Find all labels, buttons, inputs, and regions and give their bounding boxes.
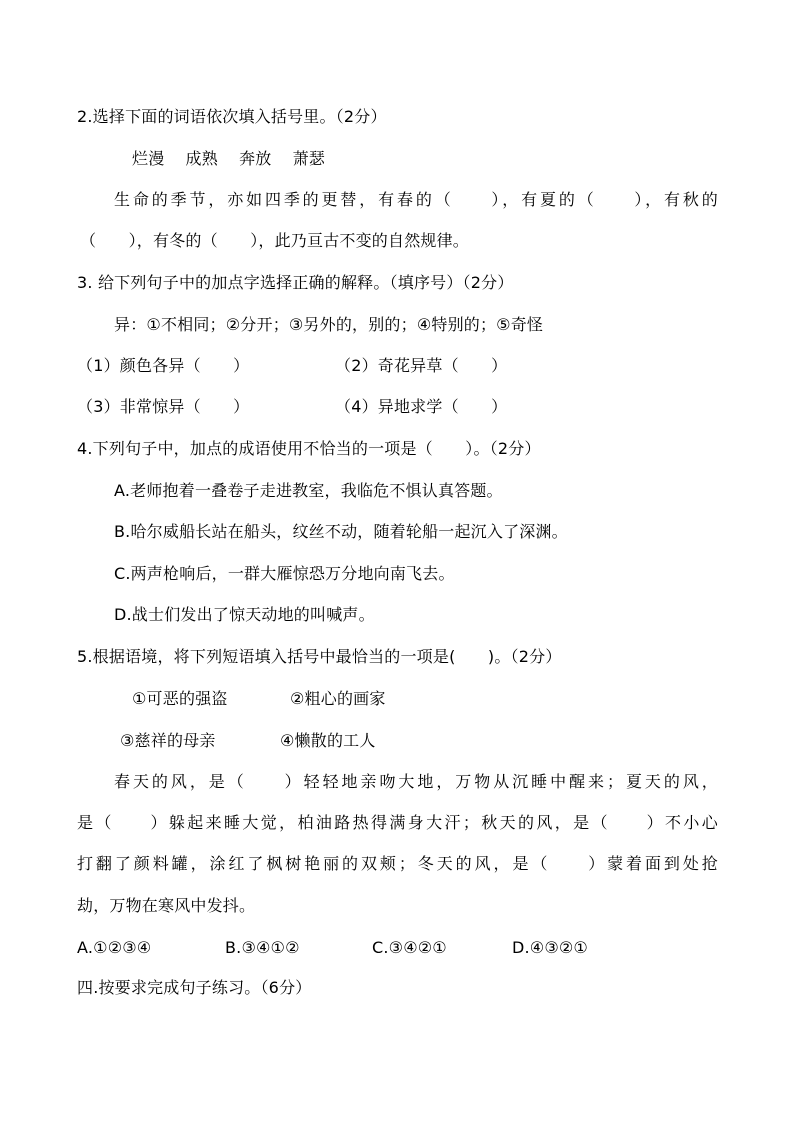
q5-paragraph-line-2: 是（ ）躲起来睡大觉，柏油路热得满身大汗；秋天的风，是（ ）不小心 — [77, 813, 718, 832]
q5-answer-d: D.④③②① — [512, 938, 588, 957]
q5-answer-c: C.③④②① — [372, 938, 447, 957]
q5-answer-a: A.①②③④ — [77, 938, 152, 957]
q4-title: 4.下列句子中，加点的成语使用不恰当的一项是（ ）。（2分） — [77, 439, 541, 458]
q5-paragraph-line-1: 春天的风，是（ ）轻轻地亲吻大地，万物从沉睡中醒来；夏天的风， — [114, 772, 718, 791]
q2-word-list: 烂漫 成熟 奔放 萧瑟 — [132, 149, 326, 168]
q3-item-1: （1）颜色各异（ ） — [77, 356, 250, 375]
q4-option-c: C.两声枪响后，一群大雁惊恐万分地向南飞去。 — [114, 564, 455, 583]
q3-title: 3. 给下列句子中的加点字选择正确的解释。（填序号）（2分） — [77, 273, 514, 292]
q3-item-2: （2）奇花异草（ ） — [335, 356, 508, 375]
section-4-title: 四.按要求完成句子练习。（6分） — [77, 978, 312, 997]
q5-phrase-2: ②粗心的画家 — [290, 689, 386, 708]
q5-paragraph-line-3: 打翻了颜料罐，涂红了枫树艳丽的双颊；冬天的风，是（ ）蒙着面到处抢 — [77, 854, 718, 873]
q5-phrase-3: ③慈祥的母亲 — [120, 731, 216, 750]
q4-option-d: D.战士们发出了惊天动地的叫喊声。 — [114, 605, 375, 624]
q4-option-b: B.哈尔威船长站在船头，纹丝不动，随着轮船一起沉入了深渊。 — [114, 522, 568, 541]
q3-definitions: 异：①不相同；②分开；③另外的，别的；④特别的；⑤奇怪 — [114, 315, 544, 334]
q3-item-3: （3）非常惊异（ ） — [77, 397, 250, 416]
q5-title: 5.根据语境，将下列短语填入括号中最恰当的一项是( )。（2分） — [77, 647, 562, 666]
q5-phrase-1: ①可恶的强盗 — [132, 689, 228, 708]
q2-title: 2.选择下面的词语依次填入括号里。（2分） — [77, 107, 387, 126]
q4-option-a: A.老师抱着一叠卷子走进教室，我临危不惧认真答题。 — [114, 481, 503, 500]
q5-answer-b: B.③④①② — [225, 938, 300, 957]
q5-paragraph-line-4: 劫，万物在寒风中发抖。 — [77, 896, 256, 915]
q2-sentence-line-2: （ ），有冬的（ ），此乃亘古不变的自然规律。 — [80, 231, 470, 250]
q2-sentence-line-1: 生命的季节，亦如四季的更替，有春的（ ），有夏的（ ），有秋的 — [114, 190, 718, 209]
q3-item-4: （4）异地求学（ ） — [335, 397, 508, 416]
q5-phrase-4: ④懒散的工人 — [280, 731, 376, 750]
